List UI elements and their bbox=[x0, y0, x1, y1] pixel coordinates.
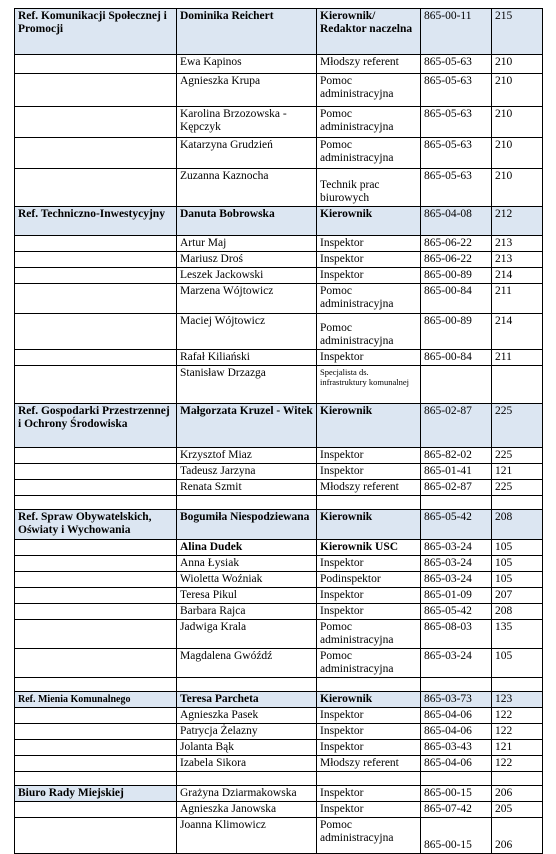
head-room: 123 bbox=[492, 692, 543, 708]
unit-cell bbox=[15, 480, 177, 496]
employee-room: 210 bbox=[492, 169, 543, 207]
table-row bbox=[15, 169, 543, 207]
spacer-row bbox=[15, 678, 543, 692]
employee-name: Leszek Jackowski bbox=[177, 268, 317, 284]
employee-room: 105 bbox=[492, 572, 543, 588]
unit-cell bbox=[15, 314, 177, 350]
employee-name: Agnieszka Krupa bbox=[177, 74, 317, 107]
employee-name: Karolina Brzozowska -Kępczyk bbox=[177, 107, 317, 138]
employee-name: Anna Łysiak bbox=[177, 556, 317, 572]
table-row bbox=[15, 350, 543, 366]
employee-room: 211 bbox=[492, 284, 543, 314]
section-header-row bbox=[15, 207, 543, 236]
employee-phone: 865-03-24 bbox=[421, 556, 492, 572]
employee-room: 205 bbox=[492, 802, 543, 818]
unit-cell bbox=[15, 708, 177, 724]
table-row bbox=[15, 107, 543, 138]
employee-position: Pomoc administracyjna bbox=[317, 818, 421, 854]
table-row bbox=[15, 284, 543, 314]
head-phone: 865-00-11 bbox=[421, 9, 492, 55]
table-row bbox=[15, 556, 543, 572]
table-row bbox=[15, 740, 543, 756]
employee-position: Inspektor bbox=[317, 464, 421, 480]
unit-cell bbox=[15, 649, 177, 678]
head-phone: 865-00-15 bbox=[421, 786, 492, 802]
employee-name: Wioletta Woźniak bbox=[177, 572, 317, 588]
employee-name: Agnieszka Pasek bbox=[177, 708, 317, 724]
employee-name: Jadwiga Krala bbox=[177, 620, 317, 649]
employee-phone: 865-01-41 bbox=[421, 464, 492, 480]
head-position: Inspektor bbox=[317, 786, 421, 802]
unit-name: Ref. Komunikacji Społecznej i Promocji bbox=[15, 9, 177, 55]
unit-cell bbox=[15, 604, 177, 620]
unit-name: Ref. Mienia Komunalnego bbox=[15, 692, 177, 708]
employee-position: Inspektor bbox=[317, 350, 421, 366]
employee-room: 213 bbox=[492, 236, 543, 252]
table-row bbox=[15, 818, 543, 854]
employee-name: Magdalena Gwóźdź bbox=[177, 649, 317, 678]
head-room: 225 bbox=[492, 404, 543, 448]
employee-phone: 865-05-63 bbox=[421, 74, 492, 107]
unit-cell bbox=[15, 138, 177, 169]
unit-cell bbox=[15, 252, 177, 268]
employee-phone: 865-04-06 bbox=[421, 708, 492, 724]
employee-room: 135 bbox=[492, 620, 543, 649]
head-position: Kierownik bbox=[317, 404, 421, 448]
unit-name: Ref. Techniczno-Inwestycyjny bbox=[15, 207, 177, 236]
staff-table bbox=[14, 8, 543, 854]
unit-cell bbox=[15, 620, 177, 649]
employee-position: Kierownik USC bbox=[317, 540, 421, 556]
table-row bbox=[15, 236, 543, 252]
unit-cell bbox=[15, 55, 177, 74]
unit-cell bbox=[15, 724, 177, 740]
employee-name: Rafał Kiliański bbox=[177, 350, 317, 366]
employee-position: Pomoc administracyjna bbox=[317, 284, 421, 314]
employee-phone: 865-08-03 bbox=[421, 620, 492, 649]
employee-room: 225 bbox=[492, 480, 543, 496]
head-name: Małgorzata Kruzel - Witek bbox=[177, 404, 317, 448]
section-header-row bbox=[15, 786, 543, 802]
employee-name: Marzena Wójtowicz bbox=[177, 284, 317, 314]
employee-room: 210 bbox=[492, 55, 543, 74]
employee-position: Pomoc administracyjna bbox=[317, 620, 421, 649]
employee-phone: 865-06-22 bbox=[421, 236, 492, 252]
employee-phone: 865-05-42 bbox=[421, 604, 492, 620]
employee-phone: 865-02-87 bbox=[421, 480, 492, 496]
table-row bbox=[15, 464, 543, 480]
employee-position: Pomoc administracyjna bbox=[317, 649, 421, 678]
employee-room: 208 bbox=[492, 604, 543, 620]
head-room: 215 bbox=[492, 9, 543, 55]
employee-phone: 865-03-24 bbox=[421, 572, 492, 588]
spacer-row bbox=[15, 772, 543, 786]
head-room: 212 bbox=[492, 207, 543, 236]
employee-position: Pomoc administracyjna bbox=[317, 314, 421, 350]
head-name: Teresa Parcheta bbox=[177, 692, 317, 708]
employee-room: 210 bbox=[492, 74, 543, 107]
section-header-row bbox=[15, 9, 543, 55]
unit-cell bbox=[15, 464, 177, 480]
employee-phone: 865-82-02 bbox=[421, 448, 492, 464]
head-phone: 865-05-42 bbox=[421, 510, 492, 540]
section-header-row bbox=[15, 510, 543, 540]
unit-cell bbox=[15, 540, 177, 556]
employee-phone: 865-03-24 bbox=[421, 649, 492, 678]
employee-position: Inspektor bbox=[317, 268, 421, 284]
employee-phone: 865-00-15 bbox=[421, 818, 492, 854]
employee-name: Krzysztof Miaz bbox=[177, 448, 317, 464]
table-row bbox=[15, 572, 543, 588]
unit-cell bbox=[15, 107, 177, 138]
employee-position: Inspektor bbox=[317, 708, 421, 724]
employee-name: Alina Dudek bbox=[177, 540, 317, 556]
employee-position: Młodszy referent bbox=[317, 480, 421, 496]
section-header-row bbox=[15, 692, 543, 708]
unit-cell bbox=[15, 284, 177, 314]
employee-position: Inspektor bbox=[317, 252, 421, 268]
employee-room: 211 bbox=[492, 350, 543, 366]
employee-position: Pomoc administracyjna bbox=[317, 74, 421, 107]
unit-cell bbox=[15, 366, 177, 404]
employee-phone: 865-06-22 bbox=[421, 252, 492, 268]
employee-phone: 865-04-06 bbox=[421, 756, 492, 772]
employee-name: Patrycja Żelazny bbox=[177, 724, 317, 740]
employee-name: Agnieszka Janowska bbox=[177, 802, 317, 818]
employee-room: 121 bbox=[492, 464, 543, 480]
employee-name: Jolanta Bąk bbox=[177, 740, 317, 756]
unit-cell bbox=[15, 268, 177, 284]
head-phone: 865-04-08 bbox=[421, 207, 492, 236]
employee-room: 214 bbox=[492, 314, 543, 350]
employee-position: Inspektor bbox=[317, 740, 421, 756]
unit-cell bbox=[15, 236, 177, 252]
unit-cell bbox=[15, 802, 177, 818]
employee-phone: 865-01-09 bbox=[421, 588, 492, 604]
employee-name: Stanisław Drzazga bbox=[177, 366, 317, 404]
unit-name: Biuro Rady Miejskiej bbox=[15, 786, 177, 802]
employee-room: 105 bbox=[492, 649, 543, 678]
head-room: 208 bbox=[492, 510, 543, 540]
table-row bbox=[15, 649, 543, 678]
employee-name: Mariusz Droś bbox=[177, 252, 317, 268]
unit-cell bbox=[15, 572, 177, 588]
head-name: Danuta Bobrowska bbox=[177, 207, 317, 236]
table-row bbox=[15, 268, 543, 284]
employee-room: 105 bbox=[492, 540, 543, 556]
table-row bbox=[15, 366, 543, 404]
employee-phone: 865-03-24 bbox=[421, 540, 492, 556]
head-phone: 865-02-87 bbox=[421, 404, 492, 448]
employee-position: Podinspektor bbox=[317, 572, 421, 588]
employee-room: 214 bbox=[492, 268, 543, 284]
unit-cell bbox=[15, 818, 177, 854]
head-position: Kierownik bbox=[317, 207, 421, 236]
unit-name: Ref. Gospodarki Przestrzennej i Ochrony Środowiska bbox=[15, 404, 177, 448]
head-name: Dominika Reichert bbox=[177, 9, 317, 55]
employee-name: Maciej Wójtowicz bbox=[177, 314, 317, 350]
head-position: Kierownik/ Redaktor naczelna bbox=[317, 9, 421, 55]
employee-name: Barbara Rajca bbox=[177, 604, 317, 620]
employee-position: Inspektor bbox=[317, 802, 421, 818]
head-position: Kierownik bbox=[317, 510, 421, 540]
table-row bbox=[15, 588, 543, 604]
employee-room: 121 bbox=[492, 740, 543, 756]
employee-room: 213 bbox=[492, 252, 543, 268]
employee-phone: 865-03-43 bbox=[421, 740, 492, 756]
head-name: Grażyna Dziarmakowska bbox=[177, 786, 317, 802]
unit-cell bbox=[15, 169, 177, 207]
employee-name: Katarzyna Grudzień bbox=[177, 138, 317, 169]
employee-name: Izabela Sikora bbox=[177, 756, 317, 772]
head-name: Bogumiła Niespodziewana bbox=[177, 510, 317, 540]
section-header-row bbox=[15, 404, 543, 448]
table-row bbox=[15, 756, 543, 772]
employee-phone: 865-07-42 bbox=[421, 802, 492, 818]
employee-room: 206 bbox=[492, 818, 543, 854]
employee-name: Ewa Kapinos bbox=[177, 55, 317, 74]
employee-room bbox=[492, 366, 543, 404]
table-row bbox=[15, 708, 543, 724]
employee-room: 122 bbox=[492, 756, 543, 772]
employee-room: 225 bbox=[492, 448, 543, 464]
unit-cell bbox=[15, 756, 177, 772]
table-row bbox=[15, 252, 543, 268]
employee-position: Inspektor bbox=[317, 724, 421, 740]
unit-cell bbox=[15, 350, 177, 366]
employee-position: Pomoc administracyjna bbox=[317, 107, 421, 138]
employee-position: Pomoc administracyjna bbox=[317, 138, 421, 169]
employee-name: Renata Szmit bbox=[177, 480, 317, 496]
table-row bbox=[15, 448, 543, 464]
employee-position: Młodszy referent bbox=[317, 55, 421, 74]
unit-cell bbox=[15, 448, 177, 464]
spacer-row bbox=[15, 496, 543, 510]
employee-phone bbox=[421, 366, 492, 404]
employee-phone: 865-00-84 bbox=[421, 350, 492, 366]
employee-position: Specjalista ds. infrastruktury komunalnej bbox=[317, 366, 421, 404]
table-row bbox=[15, 724, 543, 740]
employee-position: Technik prac biurowych bbox=[317, 169, 421, 207]
employee-position: Inspektor bbox=[317, 236, 421, 252]
employee-position: Inspektor bbox=[317, 588, 421, 604]
unit-cell bbox=[15, 740, 177, 756]
employee-name: Teresa Pikul bbox=[177, 588, 317, 604]
table-row bbox=[15, 604, 543, 620]
employee-room: 210 bbox=[492, 107, 543, 138]
table-row bbox=[15, 802, 543, 818]
head-room: 206 bbox=[492, 786, 543, 802]
table-row bbox=[15, 314, 543, 350]
employee-phone: 865-05-63 bbox=[421, 169, 492, 207]
employee-phone: 865-00-89 bbox=[421, 268, 492, 284]
employee-room: 210 bbox=[492, 138, 543, 169]
table-row bbox=[15, 620, 543, 649]
employee-position: Inspektor bbox=[317, 604, 421, 620]
employee-name: Tadeusz Jarzyna bbox=[177, 464, 317, 480]
employee-room: 105 bbox=[492, 556, 543, 572]
unit-cell bbox=[15, 556, 177, 572]
table-row bbox=[15, 138, 543, 169]
employee-phone: 865-00-89 bbox=[421, 314, 492, 350]
employee-position: Inspektor bbox=[317, 556, 421, 572]
employee-room: 122 bbox=[492, 724, 543, 740]
unit-cell bbox=[15, 74, 177, 107]
employee-phone: 865-00-84 bbox=[421, 284, 492, 314]
unit-name: Ref. Spraw Obywatelskich, Oświaty i Wychowania bbox=[15, 510, 177, 540]
employee-room: 122 bbox=[492, 708, 543, 724]
table-row bbox=[15, 540, 543, 556]
table-row bbox=[15, 55, 543, 74]
employee-phone: 865-04-06 bbox=[421, 724, 492, 740]
employee-position: Młodszy referent bbox=[317, 756, 421, 772]
employee-room: 207 bbox=[492, 588, 543, 604]
employee-name: Artur Maj bbox=[177, 236, 317, 252]
employee-phone: 865-05-63 bbox=[421, 107, 492, 138]
head-position: Kierownik bbox=[317, 692, 421, 708]
table-row bbox=[15, 74, 543, 107]
employee-name: Joanna Klimowicz bbox=[177, 818, 317, 854]
employee-position: Inspektor bbox=[317, 448, 421, 464]
head-phone: 865-03-73 bbox=[421, 692, 492, 708]
employee-phone: 865-05-63 bbox=[421, 55, 492, 74]
table-row bbox=[15, 480, 543, 496]
employee-phone: 865-05-63 bbox=[421, 138, 492, 169]
employee-name: Zuzanna Kaznocha bbox=[177, 169, 317, 207]
unit-cell bbox=[15, 588, 177, 604]
